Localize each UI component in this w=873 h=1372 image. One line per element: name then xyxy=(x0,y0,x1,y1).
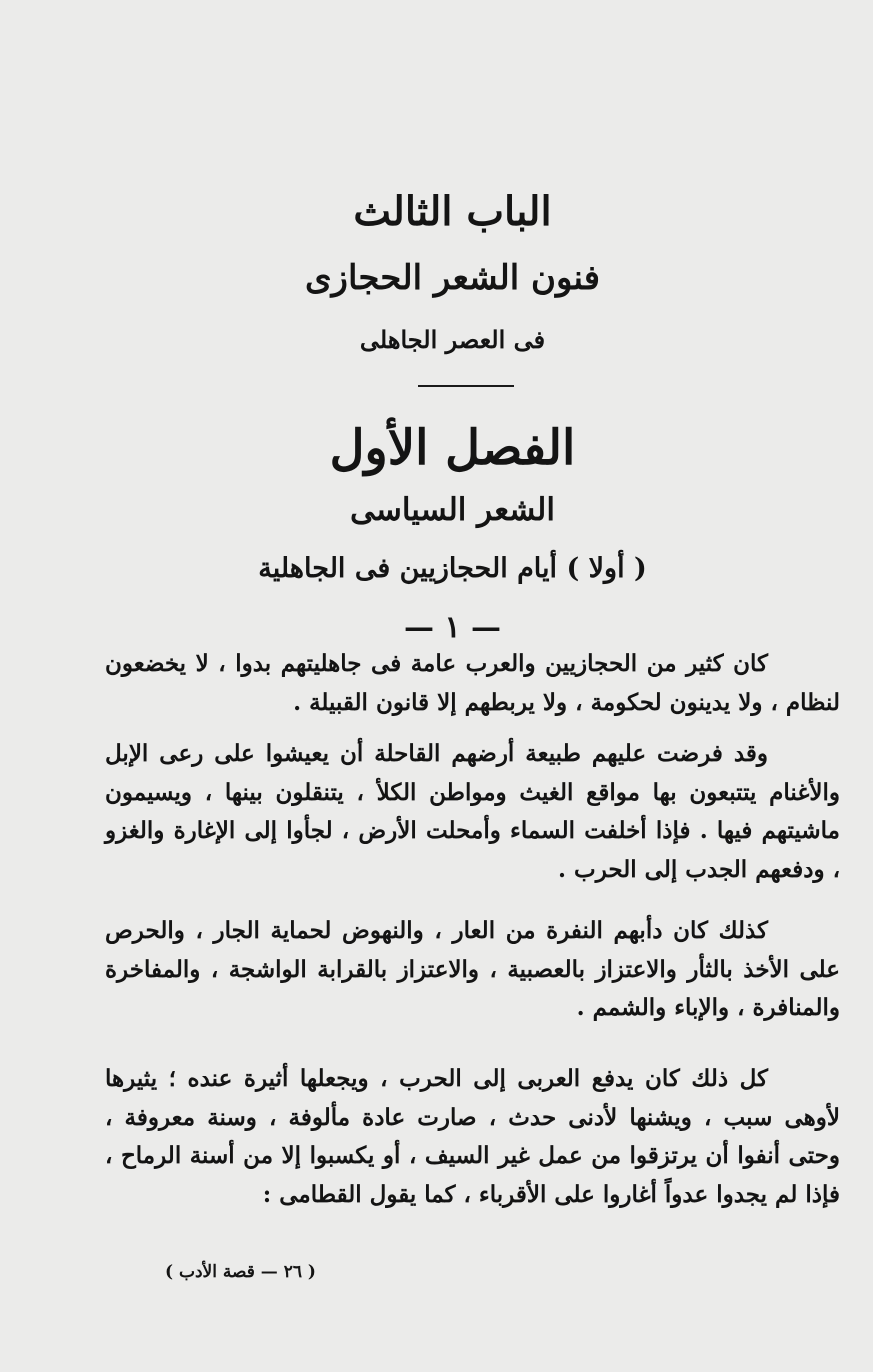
paragraph-text: كان كثير من الحجازيين والعرب عامة فى جاهليتهم بدوا ، لا يخضعون لنظام ، ولا يدينون لحكومة ، ولا يربطهم إلا قانون القبيلة . xyxy=(105,650,840,716)
section-number: — ١ — xyxy=(403,610,502,645)
paragraph-3 xyxy=(105,912,840,1028)
paragraph-text: كذلك كان دأبهم النفرة من العار ، والنهوض لحماية الجار ، والحرص على الأخذ بالثأر والاعتزاز بالعصبية ، والاعتزاز بالقرابة الواشجة ، والمفاخرة والمنافرة ، والإباء والشمم . xyxy=(105,917,840,1021)
sub-title: ( أولا ) أيام الحجازيين فى الجاهلية xyxy=(258,553,647,584)
paragraph-text: وقد فرضت عليهم طبيعة أرضهم القاحلة أن يعيشوا على رعى الإبل والأغنام يتتبعون بها مواقع الغيث ومواطن الكلأ ، يتنقلون بينها ، ويسيمون ماشيتهم فيها . فإذا أخلفت السماء وأمحلت الأرض ، لجأوا إلى الإغارة والغزو ، ودفعهم الجدب إلى الحرب . xyxy=(105,740,840,883)
page-footer: ( ٢٦ — قصة الأدب ) xyxy=(165,1262,316,1282)
paragraph-2 xyxy=(105,735,840,889)
chapter-title: الفصل الأول xyxy=(329,420,576,476)
era-title: فى العصر الجاهلى xyxy=(359,325,546,354)
paragraph-1 xyxy=(105,645,840,722)
topic-title: الشعر السياسى xyxy=(350,492,555,528)
paragraph-text: كل ذلك كان يدفع العربى إلى الحرب ، ويجعلها أثيرة عنده ؛ يثيرها لأوهى سبب ، ويشنها لأدنى حدث ، صارت عادة مألوفة ، وسنة معروفة ، وحتى أنفوا أن يرتزقوا من عمل غير السيف ، أو يكسبوا إلا من أسنة الرماح ، فإذا لم يجدوا عدواً أغاروا على الأقرباء ، كما يقول القطامى : xyxy=(105,1065,840,1208)
divider-rule xyxy=(418,385,514,387)
paragraph-4 xyxy=(105,1060,840,1214)
part-title: الباب الثالث xyxy=(353,188,552,235)
section-title: فنون الشعر الحجازى xyxy=(304,258,601,298)
